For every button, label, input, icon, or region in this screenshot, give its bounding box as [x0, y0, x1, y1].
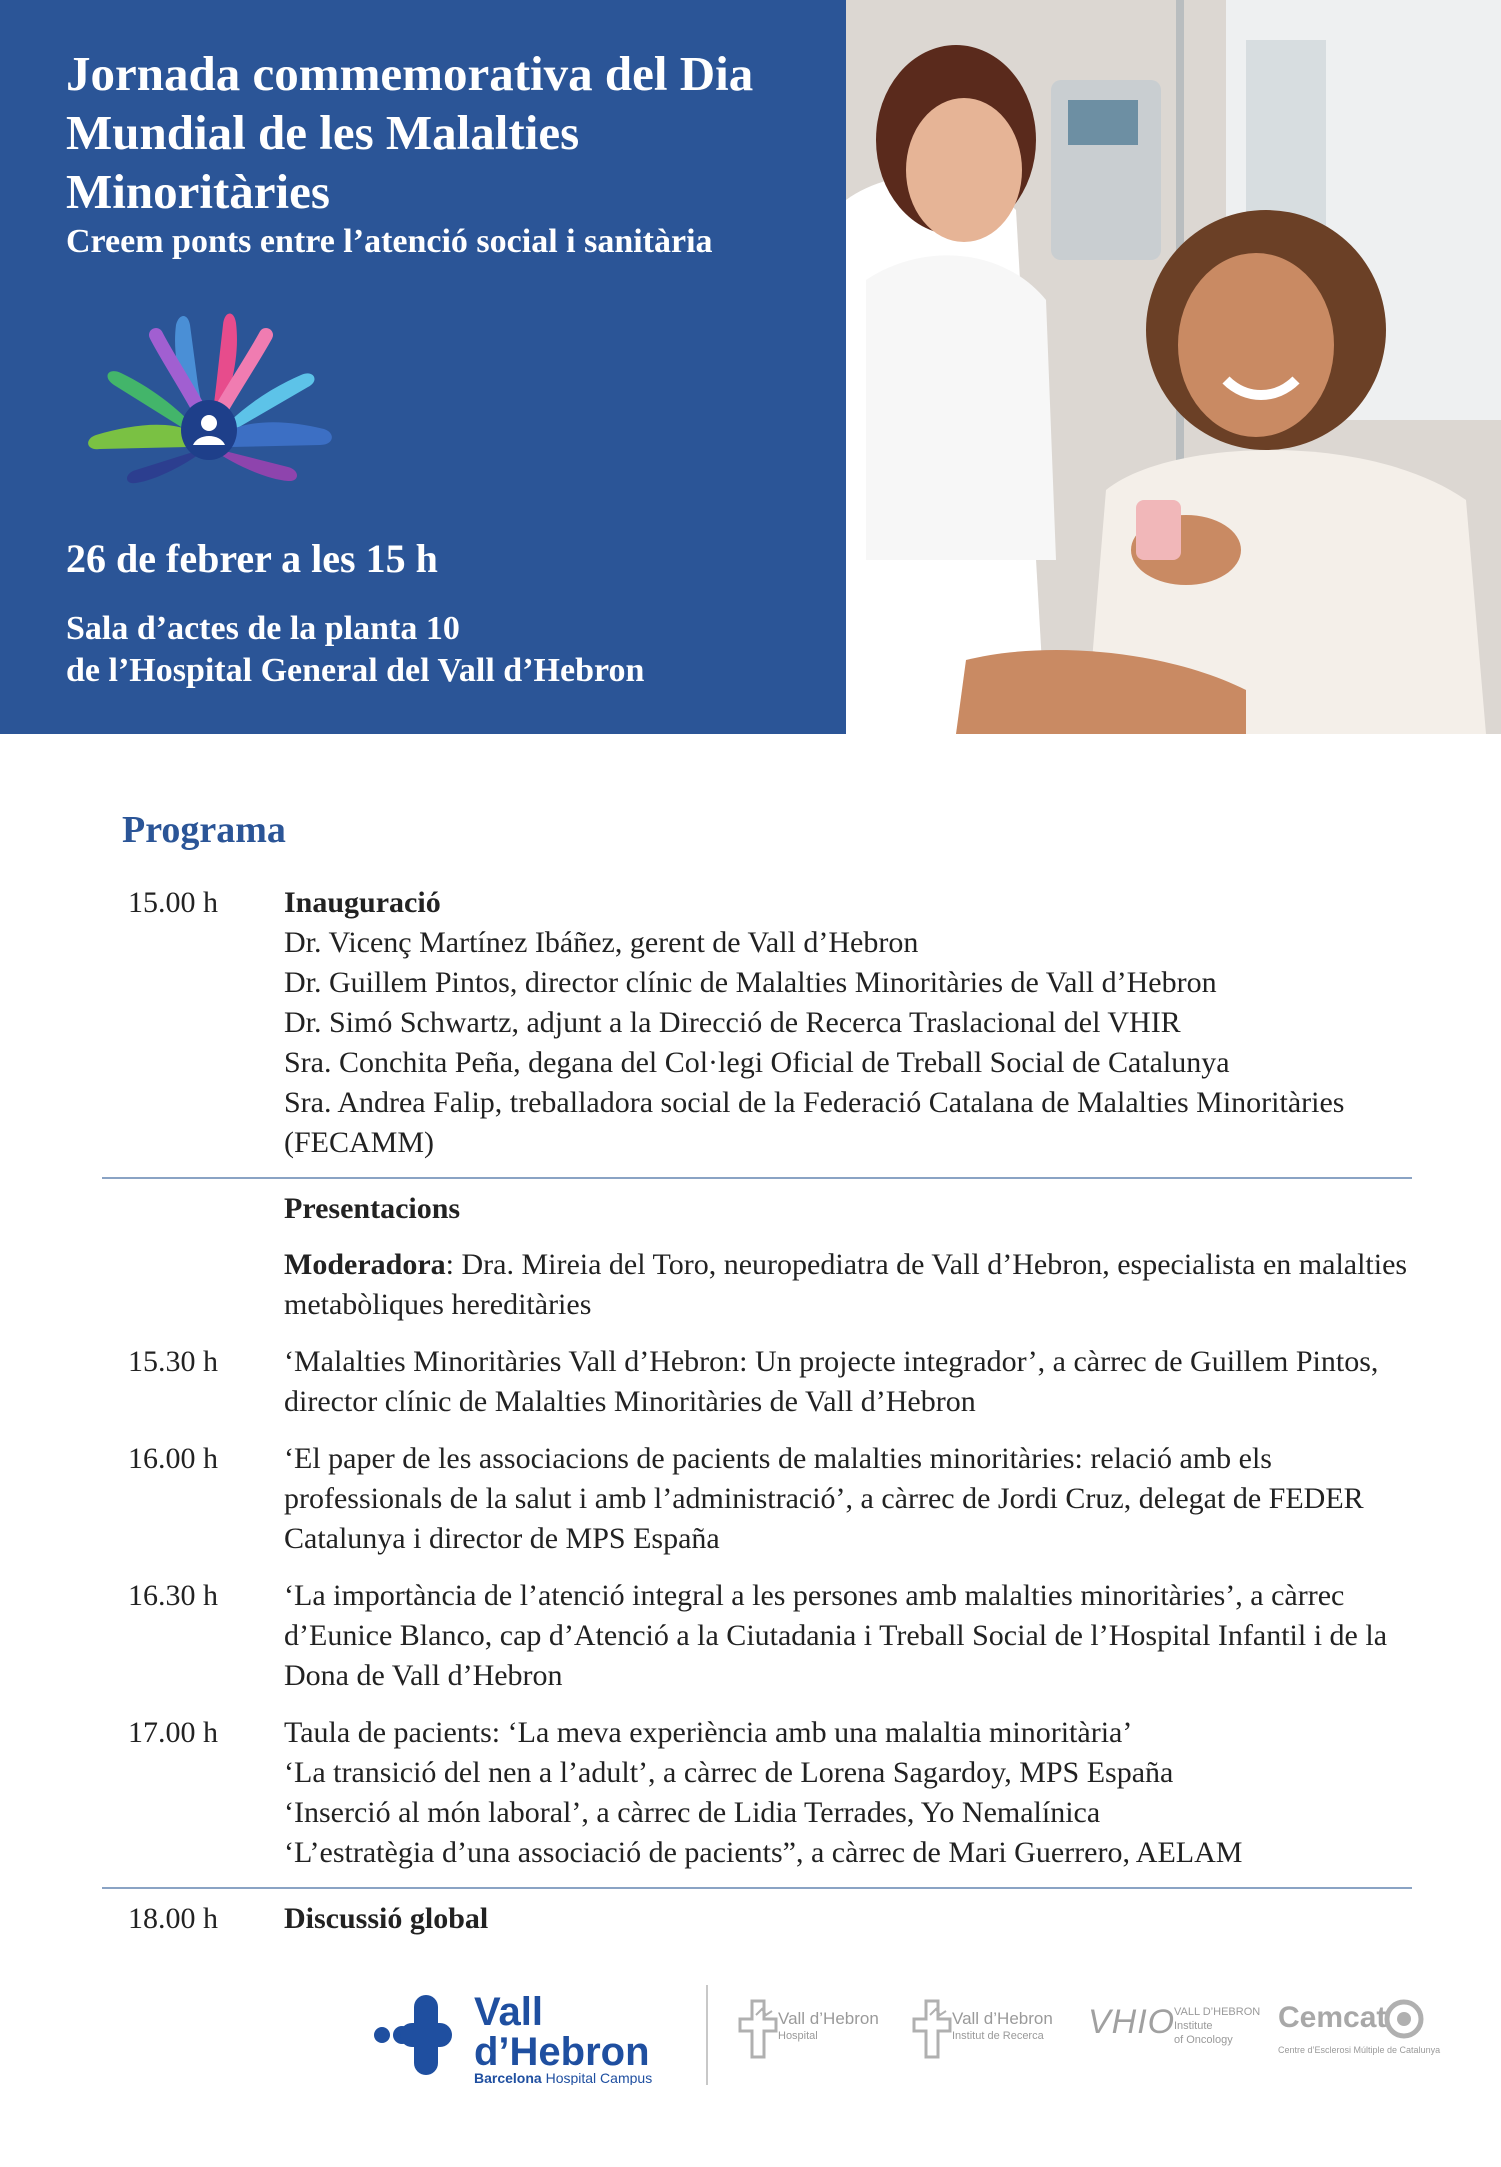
- event-subtitle: Creem ponts entre l’atenció social i sanitària: [66, 223, 713, 260]
- nurse-and-girl-illustration: [846, 0, 1501, 734]
- header-photo: [846, 0, 1501, 734]
- header-banner: [0, 0, 846, 734]
- vall-hebron-campus-logo: [372, 1985, 682, 2085]
- item-title: Presentacions: [284, 1192, 461, 1225]
- rare-diseases-hands-logo: [76, 295, 342, 495]
- footer-logos: [0, 1975, 1501, 2095]
- program-list: [102, 883, 1412, 1939]
- item-title: Discussió global: [284, 1902, 489, 1935]
- table-line: ‘La transició del nen a l’adult’, a càrrec de Lorena Sagardoy, MPS España: [284, 1756, 1174, 1789]
- cemcat-ring-icon: [1382, 1997, 1426, 2041]
- vhio-logo: VHIO VALL D’HEBRON Institute of Oncology: [1088, 2003, 1261, 2046]
- talk-text: ‘Malalties Minoritàries Vall d’Hebron: Un projecte integrador’, a càrrec de Guillem Pintos, director clínic de Malalties Minoritàries de Vall d’Hebron: [284, 1345, 1379, 1418]
- item-time: 17.00 h: [128, 1716, 218, 1749]
- cross-dots-icon: [374, 1995, 452, 2075]
- program-heading: Programa: [122, 809, 286, 851]
- logo-line-2: d’Hebron: [474, 2030, 650, 2074]
- table-line: ‘Inserció al món laboral’, a càrrec de Lidia Terrades, Yo Nemalínica: [284, 1796, 1101, 1829]
- item-time: 15.30 h: [128, 1345, 218, 1378]
- hand-icon: [88, 313, 332, 483]
- item-title: Inauguració: [284, 886, 441, 919]
- recerca-cross-icon: [912, 1999, 952, 2059]
- item-time: 16.30 h: [128, 1579, 218, 1612]
- program-item-closing: [102, 1899, 1412, 1939]
- venue-line-2: de l’Hospital General del Vall d’Hebron: [66, 652, 645, 689]
- vall-hebron-hospital-logo: Vall d’Hebron Hospital: [738, 1995, 888, 2075]
- venue-line-1: Sala d’actes de la planta 10: [66, 610, 460, 647]
- speaker-line: Sra. Conchita Peña, degana del Col·legi Oficial de Treball Social de Catalunya: [284, 1046, 1230, 1079]
- item-time: 16.00 h: [128, 1442, 218, 1475]
- section-divider: [102, 1177, 1412, 1179]
- speaker-line: Dr. Guillem Pintos, director clínic de Malalties Minoritàries de Vall d’Hebron: [284, 966, 1217, 999]
- program-item-talk: [102, 1576, 1412, 1696]
- table-line: Taula de pacients: ‘La meva experiència amb una malaltia minoritària’: [284, 1716, 1133, 1749]
- logo-line-1: Vall: [474, 1990, 543, 2034]
- event-venue: [66, 608, 826, 692]
- logo-separator: [706, 1985, 708, 2085]
- vall-hebron-recerca-logo: Vall d’Hebron Institut de Recerca: [912, 1995, 1082, 2075]
- moderator-line: [284, 1245, 1412, 1325]
- talk-text: ‘La importància de l’atenció integral a les persones amb malalties minoritàries’, a càrrec d’Eunice Blanco, cap d’Atenció a la Ciutadania i Treball Social de l’Hospital Infantil i de la Dona de Vall d’Hebron: [284, 1579, 1388, 1692]
- cemcat-logo: Cemcat Centre d’Esclerosi Múltiple de Catalunya: [1278, 1995, 1438, 2075]
- hospital-cross-icon: [738, 1999, 778, 2059]
- program-item-patients-table: [102, 1713, 1412, 1873]
- program-item-presentacions: [102, 1189, 1412, 1325]
- speaker-line: Sra. Andrea Falip, treballadora social de la Federació Catalana de Malalties Minoritàries (FECAMM): [284, 1086, 1345, 1159]
- item-time: 18.00 h: [128, 1902, 218, 1935]
- table-line: ‘L’estratègia d’una associació de pacients”, a càrrec de Mari Guerrero, AELAM: [284, 1836, 1243, 1869]
- talk-text: ‘El paper de les associacions de pacients de malalties minoritàries: relació amb els professionals de la salut i amb l’administració’, a càrrec de Jordi Cruz, delegat de FEDER Catalunya i director de MPS España: [284, 1442, 1364, 1555]
- moderator-text: : Dra. Mireia del Toro, neuropediatra de Vall d’Hebron, especialista en malalties metabòliques hereditàries: [284, 1248, 1408, 1321]
- speaker-line: Dr. Simó Schwartz, adjunt a la Direcció de Recerca Traslacional del VHIR: [284, 1006, 1181, 1039]
- speaker-line: Dr. Vicenç Martínez Ibáñez, gerent de Vall d’Hebron: [284, 926, 919, 959]
- item-time: 15.00 h: [128, 886, 218, 919]
- logo-tagline: Barcelona Hospital Campus: [474, 2070, 653, 2085]
- program-item-talk: [102, 1439, 1412, 1559]
- section-divider: [102, 1887, 1412, 1889]
- event-title: Jornada commemorativa del Dia Mundial de les Malalties Minoritàries: [66, 46, 754, 219]
- event-date: 26 de febrer a les 15 h: [66, 536, 438, 581]
- moderator-label: Moderadora: [284, 1248, 446, 1281]
- program-item-talk: [102, 1342, 1412, 1422]
- program-item-inauguracio: [102, 883, 1412, 1163]
